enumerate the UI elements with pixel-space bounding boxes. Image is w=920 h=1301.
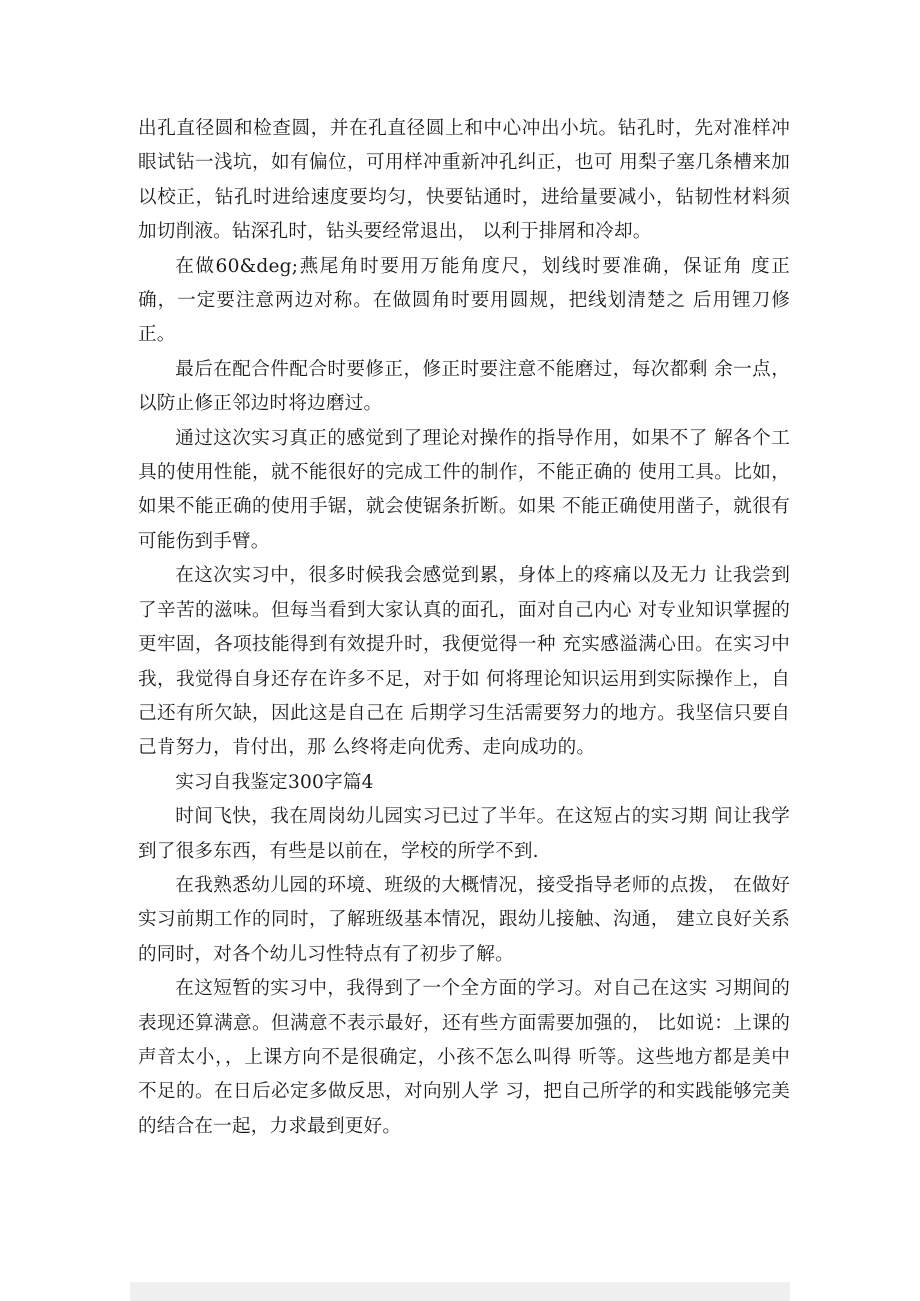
paragraph-internship-reflection: 在这次实习中，很多时候我会感觉到累，身体上的疼痛以及无力 让我尝到了辛苦的滋味。但每当看到大家认真的面孔，面对自己内心 对专业知识掌握的更牢固，各项技能得到有效提升时，我便觉得一种 充实感溢满心田。在实习中我，我觉得自身还存在许多不足，对于如 何将理论知识运用到实际操作上，自己还有所欠缺，因此这是自己在 后期学习生活需要努力的地方。我坚信只要自己肯努力，肯付出，那 么终将走向优秀、走向成功的。 xyxy=(138,565,790,759)
document-body xyxy=(138,112,790,1144)
paragraph-drilling: 出孔直径圆和检查圆，并在孔直径圆上和中心冲出小坑。钻孔时，先对准样冲眼试钻一浅坑，如有偏位，可用样冲重新冲孔纠正，也可 用梨子塞几条槽来加以校正，钻孔时进给速度要均匀，快要钻通时，进给量要减小，钻韧性材料须加切削液。钻深孔时，钻头要经常退出， 以利于排屑和冷却。 xyxy=(138,118,790,243)
paragraph-dovetail-angle: 在做60&deg;燕尾角时要用万能角度尺，划线时要准确，保证角 度正确，一定要注意两边对称。在做圆角时要用圆规，把线划清楚之 后用锂刀修正。 xyxy=(138,255,790,346)
paragraph-kindergarten-familiarize: 在我熟悉幼儿园的环境、班级的大概情况，接受指导老师的点拨， 在做好实习前期工作的同时，了解班级基本情况，跟幼儿接触、沟通， 建立良好关系的同时，对各个幼儿习性特点有了初步了解。 xyxy=(138,874,790,965)
section-heading: 实习自我鉴定300字篇4 xyxy=(175,771,374,793)
page-footer-bar xyxy=(130,1282,790,1301)
paragraph-fitting: 最后在配合件配合时要修正，修正时要注意不能磨过，每次都剩 余一点，以防止修正邻边时将边磨过。 xyxy=(138,358,790,415)
paragraph-kindergarten-summary: 在这短暂的实习中，我得到了一个全方面的学习。对自己在这实 习期间的表现还算满意。但满意不表示最好，还有些方面需要加强的， 比如说：上课的声音太小，，上课方向不是很确定，小孩不怎么叫得 听等。这些地方都是美中不足的。在日后必定多做反思，对向别人学 习，把自己所学的和实践能够完美的结合在一起，力求最到更好。 xyxy=(138,978,790,1137)
paragraph-theory-practice: 通过这次实习真正的感觉到了理论对操作的指导作用，如果不了 解各个工具的使用性能，就不能很好的完成工件的制作，不能正确的 使用工具。比如，如果不能正确的使用手锯，就会使锯条折断。如果 不能正确使用凿子，就很有可能伤到手臂。 xyxy=(138,427,790,552)
paragraph-kindergarten-intro: 时间飞快，我在周岗幼儿园实习已过了半年。在这短占的实习期 间让我学到了很多东西，有些是以前在，学校的所学不到. xyxy=(138,806,790,862)
